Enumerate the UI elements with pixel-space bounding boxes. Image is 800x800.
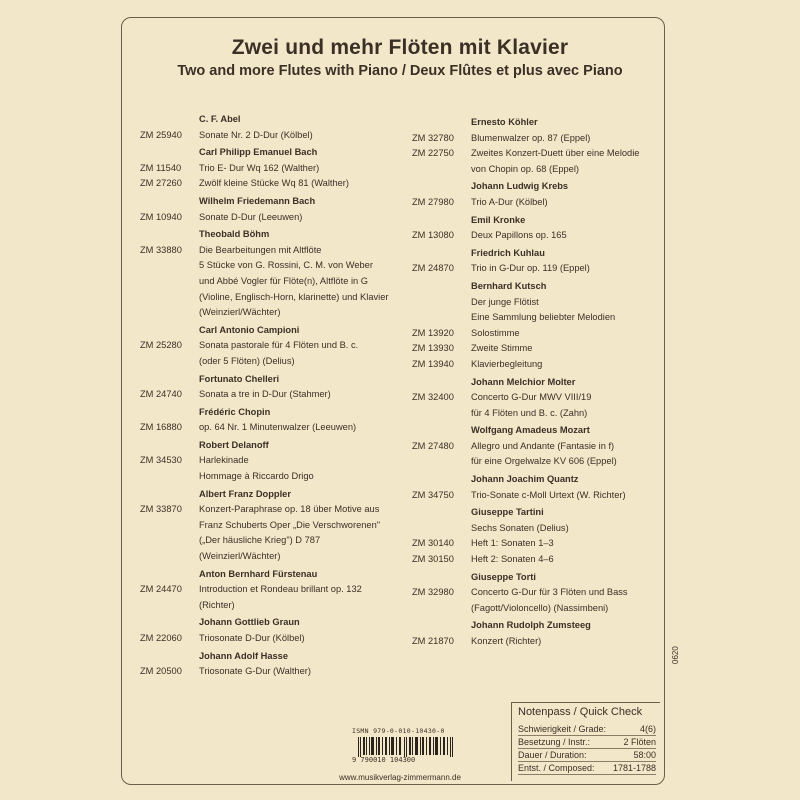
work-title: Eine Sammlung beliebter Melodien <box>471 312 616 323</box>
catalog-entry <box>412 521 662 537</box>
work-title: Triosonate G-Dur (Walther) <box>199 666 311 677</box>
catalog-entry <box>412 295 662 311</box>
work-title: Zwölf kleine Stücke Wq 81 (Walther) <box>199 178 350 189</box>
catalog-number: ZM 30140 <box>412 538 454 549</box>
catalog-number: ZM 13940 <box>412 358 454 369</box>
catalog-entry <box>140 258 420 274</box>
publisher-url: www.musikverlag-zimmermann.de <box>339 773 461 782</box>
quick-check-table <box>518 723 656 775</box>
composer-name: Friedrich Kuhlau <box>471 247 545 258</box>
catalog-number <box>140 354 199 370</box>
composer-name: Giuseppe Tartini <box>471 507 544 518</box>
catalog-entry <box>140 518 420 534</box>
catalog-number: ZM 11540 <box>140 162 182 173</box>
catalog-entry <box>140 243 420 259</box>
work-title: (Weinzierl/Wächter) <box>199 551 281 562</box>
catalog-number <box>412 601 471 617</box>
page-title: Zwei und mehr Flöten mit Klavier <box>231 36 569 59</box>
quick-check-label: Besetzung / Instr.: <box>518 737 591 747</box>
work-title: für 4 Flöten und B. c. (Zahn) <box>471 407 588 418</box>
quick-check-value: 58:00 <box>633 750 656 760</box>
catalog-entry <box>140 502 420 518</box>
work-title: (oder 5 Flöten) (Delius) <box>199 355 295 366</box>
quick-check-row <box>518 749 656 762</box>
catalog-entry <box>140 387 420 403</box>
catalog-entry <box>140 631 420 647</box>
work-title: Deux Papillons op. 165 <box>471 230 567 241</box>
composer-name: C. F. Abel <box>199 114 241 124</box>
work-title: Konzert-Paraphrase op. 18 über Motive aus <box>199 504 380 515</box>
composer-name: Ernesto Köhler <box>471 117 538 127</box>
catalog-entry <box>140 453 420 469</box>
catalog-number: ZM 24870 <box>412 263 454 274</box>
composer-name: Johann Gottlieb Graun <box>199 617 300 628</box>
catalog-entry <box>140 210 420 226</box>
composer-name: Robert Delanoff <box>199 439 269 450</box>
work-title: Sonata a tre in D-Dur (Stahmer) <box>199 389 331 400</box>
work-title: Heft 1: Sonaten 1–3 <box>471 538 554 549</box>
catalog-entry <box>140 354 420 370</box>
work-title: Blumenwalzer op. 87 (Eppel) <box>471 132 591 143</box>
catalog-entry <box>412 406 662 422</box>
work-title: Zweites Konzert-Duett über eine Melodie <box>471 148 640 159</box>
work-title: (Violine, Englisch-Horn, klarinette) und Klavier <box>199 291 389 302</box>
composer-name: Carl Philipp Emanuel Bach <box>199 147 318 158</box>
catalog-entry <box>412 228 662 244</box>
catalog-number: ZM 27260 <box>140 178 182 189</box>
composer-name: Emil Kronke <box>471 214 526 225</box>
catalog-entry <box>412 357 662 373</box>
catalog-number: ZM 22750 <box>412 148 454 159</box>
catalog-number <box>140 258 199 274</box>
catalog-number <box>412 162 471 178</box>
catalog-number: ZM 30150 <box>412 554 454 565</box>
composer-name: Johann Ludwig Krebs <box>471 181 569 192</box>
catalog-entry <box>412 536 662 552</box>
catalog-number: ZM 10940 <box>140 211 182 222</box>
work-title: Konzert (Richter) <box>471 636 542 646</box>
catalog-number: ZM 24470 <box>140 584 182 595</box>
catalog-number <box>140 469 199 485</box>
work-title: Concerto G-Dur für 3 Flöten und Bass <box>471 587 628 598</box>
catalog-number <box>140 518 199 534</box>
work-title: Harlekinade <box>199 455 249 466</box>
catalog-entry <box>140 533 420 549</box>
barcode <box>358 737 458 757</box>
work-title: Die Bearbeitungen mit Altflöte <box>199 244 322 255</box>
work-title: von Chopin op. 68 (Eppel) <box>471 163 580 174</box>
catalog-entry <box>140 469 420 485</box>
catalog-number: ZM 32980 <box>412 587 454 598</box>
composer-name: Anton Bernhard Fürstenau <box>199 568 318 579</box>
catalog-entry <box>140 305 420 321</box>
work-title: und Abbé Vogler für Flöte(n), Altflöte in G <box>199 275 368 286</box>
work-title: Sechs Sonaten (Delius) <box>471 522 569 533</box>
composer-name: Johann Adolf Hasse <box>199 650 289 661</box>
catalog-number: ZM 25280 <box>140 340 182 351</box>
catalog-entry <box>140 598 420 614</box>
catalog-entry <box>412 261 662 277</box>
work-title: („Der häusliche Krieg") D 787 <box>199 535 321 546</box>
catalog-number: ZM 24740 <box>140 389 182 400</box>
work-title: Hommage à Riccardo Drigo <box>199 471 314 482</box>
work-title: für eine Orgelwalze KV 606 (Eppel) <box>471 456 617 467</box>
catalog-number: ZM 34750 <box>412 489 454 500</box>
quick-check-value: 4(6) <box>639 724 656 734</box>
catalog-number <box>412 521 471 537</box>
catalog-number: ZM 20500 <box>140 666 182 677</box>
work-title: Trio E- Dur Wq 162 (Walther) <box>199 162 320 173</box>
work-title: Trio-Sonate c-Moll Urtext (W. Richter) <box>471 489 626 500</box>
catalog-entry <box>412 131 662 147</box>
catalog-entry <box>412 488 662 504</box>
catalog-entry <box>412 552 662 568</box>
catalog-entry <box>412 585 662 601</box>
composer-name: Bernhard Kutsch <box>471 280 547 291</box>
catalog-number: ZM 13080 <box>412 230 454 241</box>
catalog-entry <box>140 290 420 306</box>
catalog-number: ZM 33870 <box>140 504 182 515</box>
catalog-entry <box>412 390 662 406</box>
catalog-number: ZM 16880 <box>140 422 182 433</box>
catalog-entry <box>412 341 662 357</box>
catalog-number <box>412 406 471 422</box>
work-title: Allegro und Andante (Fantasie in f) <box>471 440 615 451</box>
catalog-number: ZM 22060 <box>140 633 182 643</box>
work-title: Sonate D-Dur (Leeuwen) <box>199 211 303 222</box>
composer-name: Wilhelm Friedemann Bach <box>199 195 316 206</box>
page-subtitle: Two and more Flutes with Piano / Deux Flûtes et plus avec Piano <box>177 63 623 79</box>
catalog-entry <box>412 454 662 470</box>
catalog-number: ZM 13920 <box>412 327 454 338</box>
catalog-number: ZM 27480 <box>412 440 454 451</box>
catalog-number <box>140 598 199 614</box>
catalog-number: ZM 25940 <box>140 129 182 140</box>
composer-name: Johann Joachim Quantz <box>471 474 579 485</box>
work-title: Trio in G-Dur op. 119 (Eppel) <box>471 263 590 274</box>
work-title: Solostimme <box>471 327 520 338</box>
catalog-number: ZM 27980 <box>412 196 454 207</box>
work-title: Klavierbegleitung <box>471 358 543 369</box>
work-title: Triosonate D-Dur (Kölbel) <box>199 633 305 643</box>
quick-check-label: Entst. / Composed: <box>518 763 595 773</box>
catalog-number <box>140 549 199 565</box>
work-title: op. 64 Nr. 1 Minutenwalzer (Leeuwen) <box>199 422 357 433</box>
composer-name: Fortunato Chelleri <box>199 373 280 384</box>
catalog-entry <box>140 338 420 354</box>
catalog-entry <box>140 549 420 565</box>
catalog-entry <box>412 439 662 455</box>
quick-check-value: 2 Flöten <box>623 737 656 747</box>
catalog-number: ZM 21870 <box>412 636 454 646</box>
quick-check-label: Schwierigkeit / Grade: <box>518 724 607 734</box>
composer-name: Johann Melchior Molter <box>471 376 576 387</box>
ismn-text: ISMN 979-0-010-10430-0 <box>352 727 445 735</box>
catalog-entry <box>140 161 420 177</box>
work-title: Zweite Stimme <box>471 343 533 354</box>
work-title: Sonate Nr. 2 D-Dur (Kölbel) <box>199 129 313 140</box>
catalog-entry <box>412 310 662 326</box>
catalog-entry <box>140 274 420 290</box>
composer-name: Carl Antonio Campioni <box>199 324 300 335</box>
catalog-entry <box>140 128 420 144</box>
catalog-number <box>412 310 471 326</box>
catalog-entry <box>412 195 662 211</box>
composer-name: Johann Rudolph Zumsteeg <box>471 620 591 631</box>
catalog-number: ZM 13930 <box>412 343 454 354</box>
quick-check-row <box>518 736 656 749</box>
work-title: Der junge Flötist <box>471 296 539 307</box>
catalog-entry <box>140 176 420 192</box>
quick-check-label: Dauer / Duration: <box>518 750 587 760</box>
composer-name: Theobald Böhm <box>199 229 270 240</box>
catalog-right-column <box>412 113 662 650</box>
work-title: Franz Schuberts Oper „Die Verschworenen" <box>199 519 381 530</box>
catalog-number <box>140 305 199 321</box>
catalog-number: ZM 33880 <box>140 244 182 255</box>
work-title: Introduction et Rondeau brillant op. 132 <box>199 584 362 595</box>
side-code: 0620 <box>671 646 680 664</box>
work-title: (Fagott/Violoncello) (Nassimbeni) <box>471 602 609 613</box>
composer-name: Wolfgang Amadeus Mozart <box>471 425 590 436</box>
catalog-entry <box>412 634 662 650</box>
catalog-number <box>140 274 199 290</box>
work-title: Trio A-Dur (Kölbel) <box>471 196 548 207</box>
work-title: Concerto G-Dur MWV VIII/19 <box>471 392 592 403</box>
catalog-number: ZM 34530 <box>140 455 182 466</box>
catalog-entry <box>412 146 662 162</box>
work-title: 5 Stücke von G. Rossini, C. M. von Weber <box>199 260 373 271</box>
work-title: Heft 2: Sonaten 4–6 <box>471 554 554 565</box>
catalog-entry <box>412 162 662 178</box>
work-title: (Weinzierl/Wächter) <box>199 307 281 318</box>
catalog-entry <box>412 601 662 617</box>
catalog-number <box>412 454 471 470</box>
catalog-entry <box>140 664 420 680</box>
quick-check-value: 1781-1788 <box>612 763 656 773</box>
catalog-number: ZM 32780 <box>412 132 454 143</box>
composer-name: Giuseppe Torti <box>471 571 536 582</box>
catalog-number: ZM 32400 <box>412 392 454 403</box>
work-title: (Richter) <box>199 599 235 610</box>
composer-name: Albert Franz Doppler <box>199 488 291 499</box>
catalog-number <box>412 295 471 311</box>
catalog-number <box>140 290 199 306</box>
work-title: Sonata pastorale für 4 Flöten und B. c. <box>199 340 359 351</box>
catalog-entry <box>140 420 420 436</box>
catalog-left-column <box>140 110 420 680</box>
quick-check-row <box>518 723 656 736</box>
catalog-number <box>140 533 199 549</box>
catalog-entry <box>140 582 420 598</box>
barcode-number: 9 790010 104300 <box>352 756 416 764</box>
quick-check-title: Notenpass / Quick Check <box>518 706 643 718</box>
composer-name: Frédéric Chopin <box>199 406 271 417</box>
catalog-entry <box>412 326 662 342</box>
